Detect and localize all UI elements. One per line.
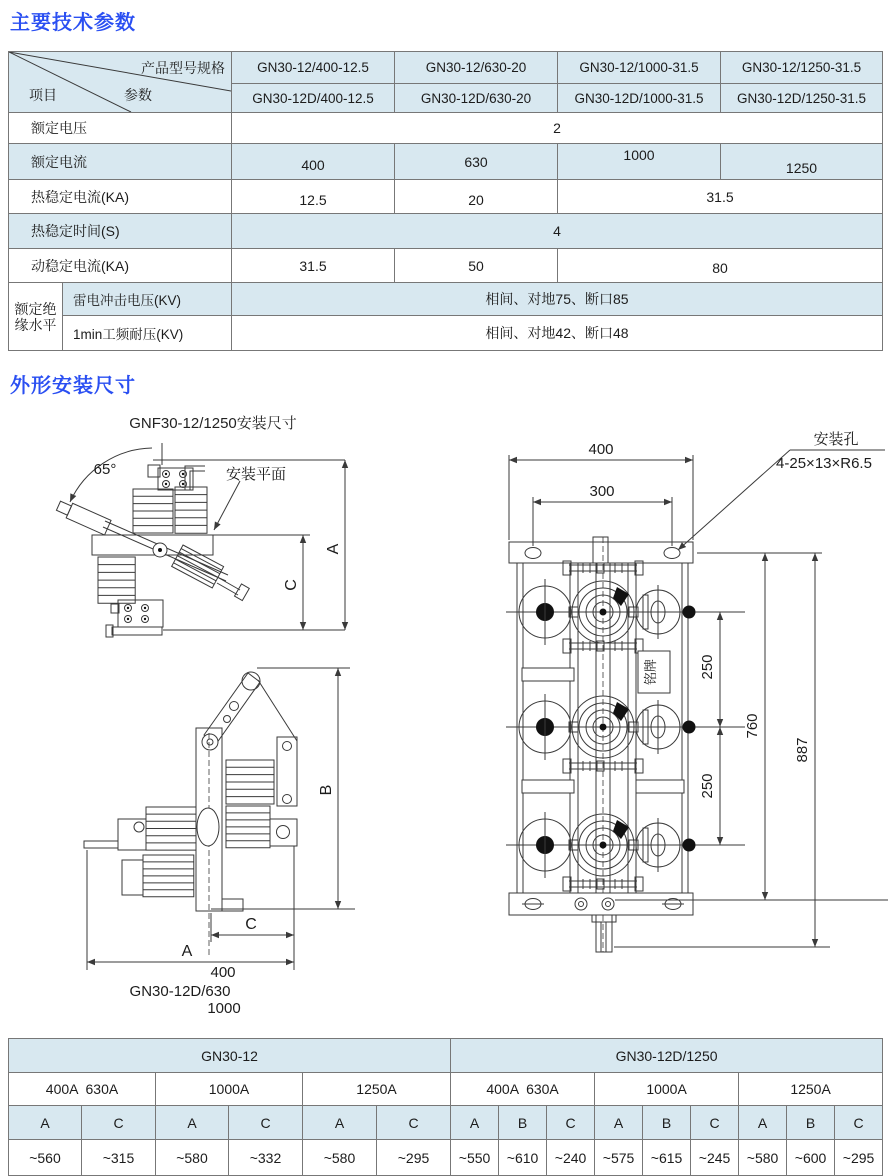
model-header: GN30-12/1000-31.5 [558,52,721,84]
angle-dimension: 65° [93,461,117,478]
row-label: 1min工频耐压(KV) [63,316,232,351]
col-header: A [9,1106,82,1140]
row-label: 额定电流 [9,144,232,180]
cell-value: 1000 [558,144,721,180]
col-header: B [643,1106,691,1140]
cell-value: ~295 [835,1140,883,1176]
cell-value: ~615 [643,1140,691,1176]
drawing-caption: GNF30-12/1250安装尺寸 [129,415,297,432]
amp-group: 1000A [595,1073,739,1106]
col-header: B [499,1106,547,1140]
row-group-label: 额定绝缘水平 [9,283,63,351]
dim-760-label: 760 [744,713,761,739]
row-label: 雷电冲击电压(KV) [63,283,232,316]
col-header: A [451,1106,499,1140]
cell-value: 20 [395,180,558,214]
cell-value: 相间、对地75、断口85 [232,283,883,316]
cell-value: 80 [558,249,883,283]
cell-value: ~560 [9,1140,82,1176]
model-header: GN30-12D/1250-31.5 [721,84,883,113]
dim-250-label: 250 [699,654,716,680]
dim-c-label: C [245,916,257,933]
corner-label-item: 项目 [29,87,57,103]
dim-250-label: 250 [699,773,716,799]
col-header: C [691,1106,739,1140]
cell-value: ~580 [156,1140,229,1176]
col-header: C [229,1106,303,1140]
dim-887-label: 887 [794,737,811,763]
cell-value: ~600 [787,1140,835,1176]
col-header: A [156,1106,229,1140]
mounting-hole-spec: 4-25×13×R6.5 [776,455,872,472]
group-header-right: GN30-12D/1250 [451,1039,883,1073]
dim-a-label: A [325,543,342,555]
cell-value: 31.5 [558,180,883,214]
cell-value: 4 [232,214,883,249]
cell-value: 1250 [721,144,883,180]
group-header-left: GN30-12 [9,1039,451,1073]
col-header: C [835,1106,883,1140]
cell-value: ~610 [499,1140,547,1176]
cell-value: 630 [395,144,558,180]
cell-value: 2 [232,113,883,144]
model-header: GN30-12/400-12.5 [232,52,395,84]
cell-value: 50 [395,249,558,283]
row-label: 热稳定时间(S) [9,214,232,249]
cell-value: ~240 [547,1140,595,1176]
col-header: C [547,1106,595,1140]
model-header: GN30-12D/400-12.5 [232,84,395,113]
dim-b-label: B [318,784,335,796]
amp-group: 400A 630A [9,1073,156,1106]
col-header: B [787,1106,835,1140]
cell-value: 31.5 [232,249,395,283]
side-view-drawing [55,443,345,637]
note-width: 400 [210,964,236,981]
corner-label-parameter: 参数 [124,87,152,103]
corner-label-product-model: 产品型号规格 [141,60,225,76]
cell-value: ~245 [691,1140,739,1176]
model-header: GN30-12/1250-31.5 [721,52,883,84]
cell-value: 400 [232,144,395,180]
cell-value: ~332 [229,1140,303,1176]
model-header: GN30-12D/1000-31.5 [558,84,721,113]
cell-value: ~580 [303,1140,377,1176]
mounting-hole-label: 安装孔 [813,431,859,448]
amp-group: 1250A [303,1073,451,1106]
dim-300-label: 300 [589,483,615,500]
section-title-technical-parameters: 主要技术参数 [10,12,136,34]
col-header: A [595,1106,643,1140]
section-title-installation-dimensions: 外形安装尺寸 [10,375,136,397]
model-header: GN30-12/630-20 [395,52,558,84]
cell-value: 12.5 [232,180,395,214]
dim-c-label: C [283,579,300,591]
model-header: GN30-12D/630-20 [395,84,558,113]
nameplate-label: 铭牌 [643,658,658,686]
mounting-plane-label: 安装平面 [225,466,287,483]
col-header: A [303,1106,377,1140]
col-header: C [82,1106,156,1140]
row-label: 动稳定电流(KA) [9,249,232,283]
cell-value: ~580 [739,1140,787,1176]
amp-group: 1250A [739,1073,883,1106]
dim-400-label: 400 [588,441,614,458]
row-label: 热稳定电流(KA) [9,180,232,214]
cell-value: 相间、对地42、断口48 [232,316,883,351]
note-model: GN30-12D/630 [129,983,231,1000]
col-header: C [377,1106,451,1140]
note-model-2: 1000 [207,1000,241,1017]
cell-value: ~295 [377,1140,451,1176]
cell-value: ~575 [595,1140,643,1176]
amp-group: 1000A [156,1073,303,1106]
cell-value: ~315 [82,1140,156,1176]
row-label: 额定电压 [9,113,232,144]
amp-group: 400A 630A [451,1073,595,1106]
col-header: A [739,1106,787,1140]
dim-a-label: A [181,943,193,960]
cell-value: ~550 [451,1140,499,1176]
front-view-drawing [84,668,355,1017]
dimension-table [8,1038,883,1176]
top-view-drawing [506,430,888,952]
